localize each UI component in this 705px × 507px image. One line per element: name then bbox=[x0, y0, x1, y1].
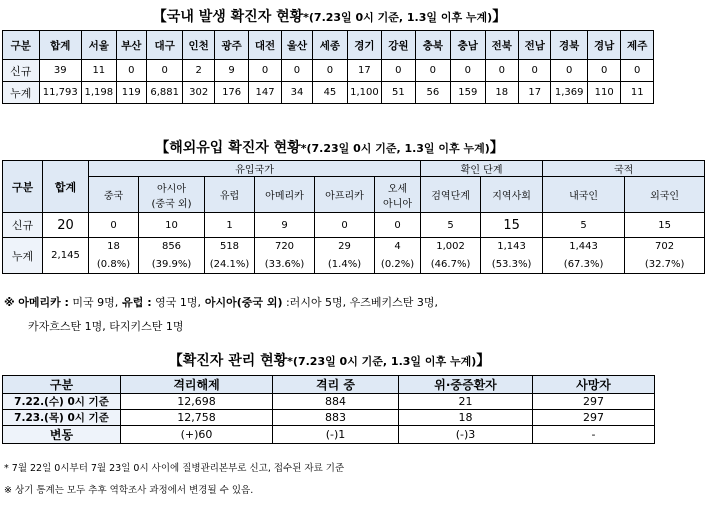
row-label: 누계 bbox=[3, 238, 43, 274]
table-row bbox=[3, 394, 655, 410]
overseas-title bbox=[0, 137, 659, 157]
overseas-header-row-2 bbox=[3, 177, 705, 213]
header-cell: 아프리카 bbox=[315, 177, 375, 213]
header-cell: 부산 bbox=[116, 31, 146, 60]
table-cell: (24.1%) bbox=[205, 256, 255, 274]
table-cell: 702 bbox=[625, 238, 705, 256]
table-cell: 17 bbox=[347, 60, 381, 82]
management-title-main: 【확진자 관리 현황 bbox=[168, 353, 288, 369]
table-cell: 2 bbox=[183, 60, 214, 82]
table-cell: 18 bbox=[485, 82, 518, 104]
header-cell: 아시아 (중국 외) bbox=[139, 177, 205, 213]
header-cell: 충남 bbox=[451, 31, 485, 60]
table-cell: 0 bbox=[313, 60, 347, 82]
header-cell: 충북 bbox=[415, 31, 450, 60]
overseas-header-row-1 bbox=[3, 161, 705, 177]
table-cell: 2,145 bbox=[43, 238, 89, 274]
table-cell: 0 bbox=[485, 60, 518, 82]
header-cell: 전북 bbox=[485, 31, 518, 60]
table-cell: (32.7%) bbox=[625, 256, 705, 274]
table-row bbox=[3, 238, 705, 256]
row-label: 7.22.(수) 0시 기준 bbox=[3, 394, 121, 410]
header-cell: 구분 bbox=[3, 31, 40, 60]
header-cell: 세종 bbox=[313, 31, 347, 60]
header-cell: 중국 bbox=[89, 177, 139, 213]
table-cell: 297 bbox=[533, 394, 655, 410]
table-cell: 0 bbox=[116, 60, 146, 82]
header-cell: 광주 bbox=[214, 31, 248, 60]
table-cell: 4 bbox=[375, 238, 421, 256]
table-cell: 0 bbox=[621, 60, 654, 82]
table-cell: 0 bbox=[451, 60, 485, 82]
note-europe-label: 유럽 : bbox=[118, 296, 152, 309]
table-cell: 0 bbox=[587, 60, 620, 82]
header-nation: 국적 bbox=[543, 161, 705, 177]
header-stage: 확인 단계 bbox=[421, 161, 543, 177]
table-cell: 5 bbox=[543, 213, 625, 238]
row-label: 신규 bbox=[3, 60, 40, 82]
table-cell: 297 bbox=[533, 410, 655, 426]
table-cell: (53.3%) bbox=[481, 256, 543, 274]
table-cell: (39.9%) bbox=[139, 256, 205, 274]
domestic-title-main: 【국내 발생 확진자 현황 bbox=[152, 9, 304, 25]
header-cell: 서울 bbox=[82, 31, 116, 60]
row-label: 7.23.(목) 0시 기준 bbox=[3, 410, 121, 426]
table-row bbox=[3, 82, 654, 104]
table-cell: 0 bbox=[249, 60, 281, 82]
table-cell: 518 bbox=[205, 238, 255, 256]
table-cell: 0 bbox=[415, 60, 450, 82]
header-cell: 강원 bbox=[382, 31, 415, 60]
table-cell: 0 bbox=[315, 213, 375, 238]
domestic-table bbox=[2, 30, 654, 104]
table-cell: 5 bbox=[421, 213, 481, 238]
table-row bbox=[3, 410, 655, 426]
domestic-header-row bbox=[3, 31, 654, 60]
table-cell: 1,002 bbox=[421, 238, 481, 256]
note-asia-label: 아시아(중국 외) bbox=[201, 296, 283, 309]
header-cell: 외국인 bbox=[625, 177, 705, 213]
overseas-table bbox=[2, 160, 705, 274]
table-cell: 12,758 bbox=[121, 410, 273, 426]
header-cell: 제주 bbox=[621, 31, 654, 60]
table-cell: 12,698 bbox=[121, 394, 273, 410]
table-cell: 884 bbox=[273, 394, 399, 410]
overseas-title-close: 】 bbox=[489, 140, 504, 156]
row-label: 누계 bbox=[3, 82, 40, 104]
table-cell: 1,369 bbox=[551, 82, 588, 104]
header-cell: 위·중증환자 bbox=[399, 376, 533, 394]
table-cell: 34 bbox=[281, 82, 312, 104]
table-cell: 176 bbox=[214, 82, 248, 104]
table-cell: 720 bbox=[255, 238, 315, 256]
header-cell: 구분 bbox=[3, 376, 121, 394]
management-title bbox=[0, 350, 659, 370]
header-cell: 경남 bbox=[587, 31, 620, 60]
header-cell: 사망자 bbox=[533, 376, 655, 394]
header-gubun: 구분 bbox=[3, 161, 43, 213]
row-label: 신규 bbox=[3, 213, 43, 238]
header-cell: 지역사회 bbox=[481, 177, 543, 213]
table-cell: (0.2%) bbox=[375, 256, 421, 274]
table-row bbox=[3, 60, 654, 82]
table-cell: (46.7%) bbox=[421, 256, 481, 274]
header-cell: 아메리카 bbox=[255, 177, 315, 213]
note-asia-text: :러시아 5명, 우즈베키스탄 3명, bbox=[282, 296, 439, 309]
table-cell: 0 bbox=[146, 60, 183, 82]
table-cell: 39 bbox=[39, 60, 82, 82]
header-cell: 오세 아니아 bbox=[375, 177, 421, 213]
table-cell: 1,198 bbox=[82, 82, 116, 104]
table-cell: 0 bbox=[281, 60, 312, 82]
table-cell: 1,143 bbox=[481, 238, 543, 256]
table-cell: 45 bbox=[313, 82, 347, 104]
table-cell: (+)60 bbox=[121, 426, 273, 444]
table-cell: 1,443 bbox=[543, 238, 625, 256]
table-cell: 0 bbox=[382, 60, 415, 82]
management-table bbox=[2, 375, 655, 444]
header-cell: 인천 bbox=[183, 31, 214, 60]
table-cell: 159 bbox=[451, 82, 485, 104]
table-cell: (0.8%) bbox=[89, 256, 139, 274]
table-cell: (-)3 bbox=[399, 426, 533, 444]
domestic-title bbox=[0, 6, 659, 26]
overseas-title-main: 【해외유입 확진자 현황 bbox=[155, 140, 301, 156]
overseas-title-sub: *(7.23일 0시 기준, 1.3일 이후 누계) bbox=[300, 142, 490, 155]
header-cell: 경북 bbox=[551, 31, 588, 60]
table-cell: 20 bbox=[43, 213, 89, 238]
header-cell: 울산 bbox=[281, 31, 312, 60]
management-header-row bbox=[3, 376, 655, 394]
header-total: 합계 bbox=[43, 161, 89, 213]
table-cell: 0 bbox=[551, 60, 588, 82]
header-cell: 격리해제 bbox=[121, 376, 273, 394]
note-europe-text: 영국 1명, bbox=[151, 296, 201, 309]
row-label: 변동 bbox=[3, 426, 121, 444]
domestic-title-sub: *(7.23일 0시 기준, 1.3일 이후 누계) bbox=[303, 11, 493, 24]
table-cell: 147 bbox=[249, 82, 281, 104]
table-cell: 11,793 bbox=[39, 82, 82, 104]
table-cell: 10 bbox=[139, 213, 205, 238]
table-cell: 302 bbox=[183, 82, 214, 104]
header-cell: 내국인 bbox=[543, 177, 625, 213]
table-cell: 110 bbox=[587, 82, 620, 104]
header-cell: 전남 bbox=[519, 31, 551, 60]
table-cell: 119 bbox=[116, 82, 146, 104]
domestic-title-close: 】 bbox=[492, 9, 507, 25]
header-cell: 유럽 bbox=[205, 177, 255, 213]
table-cell: 11 bbox=[82, 60, 116, 82]
header-cell: 합계 bbox=[39, 31, 82, 60]
origin-note-line-1 bbox=[4, 294, 438, 310]
table-cell: 0 bbox=[375, 213, 421, 238]
table-row bbox=[3, 426, 655, 444]
origin-note-line-2: 카자흐스탄 1명, 타지키스탄 1명 bbox=[28, 320, 184, 333]
header-cell: 경기 bbox=[347, 31, 381, 60]
note-mark: ※ bbox=[4, 296, 15, 309]
table-cell: (-)1 bbox=[273, 426, 399, 444]
header-cell: 격리 중 bbox=[273, 376, 399, 394]
header-cell: 검역단계 bbox=[421, 177, 481, 213]
management-title-sub: *(7.23일 0시 기준, 1.3일 이후 누계) bbox=[287, 355, 477, 368]
note-america-text: 미국 9명, bbox=[68, 296, 119, 309]
table-cell: 17 bbox=[519, 82, 551, 104]
table-cell: 883 bbox=[273, 410, 399, 426]
table-cell: 11 bbox=[621, 82, 654, 104]
table-cell: 0 bbox=[519, 60, 551, 82]
table-cell: 1 bbox=[205, 213, 255, 238]
note-america-label: 아메리카 : bbox=[18, 296, 69, 309]
table-cell: 6,881 bbox=[146, 82, 183, 104]
table-cell: (67.3%) bbox=[543, 256, 625, 274]
table-cell: - bbox=[533, 426, 655, 444]
table-row bbox=[3, 213, 705, 238]
footnote-source: * 7월 22일 0시부터 7월 23일 0시 사이에 질병관리본부로 신고, 접수된 자료 기준 bbox=[4, 463, 345, 474]
table-cell: (33.6%) bbox=[255, 256, 315, 274]
table-cell: 1,100 bbox=[347, 82, 381, 104]
table-cell: 51 bbox=[382, 82, 415, 104]
table-cell: 856 bbox=[139, 238, 205, 256]
table-cell: 9 bbox=[255, 213, 315, 238]
table-row bbox=[3, 256, 705, 274]
management-title-close: 】 bbox=[476, 353, 491, 369]
table-cell: 56 bbox=[415, 82, 450, 104]
header-origin: 유입국가 bbox=[89, 161, 421, 177]
table-cell: 18 bbox=[89, 238, 139, 256]
header-cell: 대전 bbox=[249, 31, 281, 60]
table-cell: 21 bbox=[399, 394, 533, 410]
table-cell: 15 bbox=[625, 213, 705, 238]
footnote-disclaimer: ※ 상기 통계는 모두 추후 역학조사 과정에서 변경될 수 있음. bbox=[4, 485, 254, 496]
table-cell: 0 bbox=[89, 213, 139, 238]
table-cell: 15 bbox=[481, 213, 543, 238]
header-cell: 대구 bbox=[146, 31, 183, 60]
table-cell: 18 bbox=[399, 410, 533, 426]
table-cell: (1.4%) bbox=[315, 256, 375, 274]
table-cell: 29 bbox=[315, 238, 375, 256]
table-cell: 9 bbox=[214, 60, 248, 82]
